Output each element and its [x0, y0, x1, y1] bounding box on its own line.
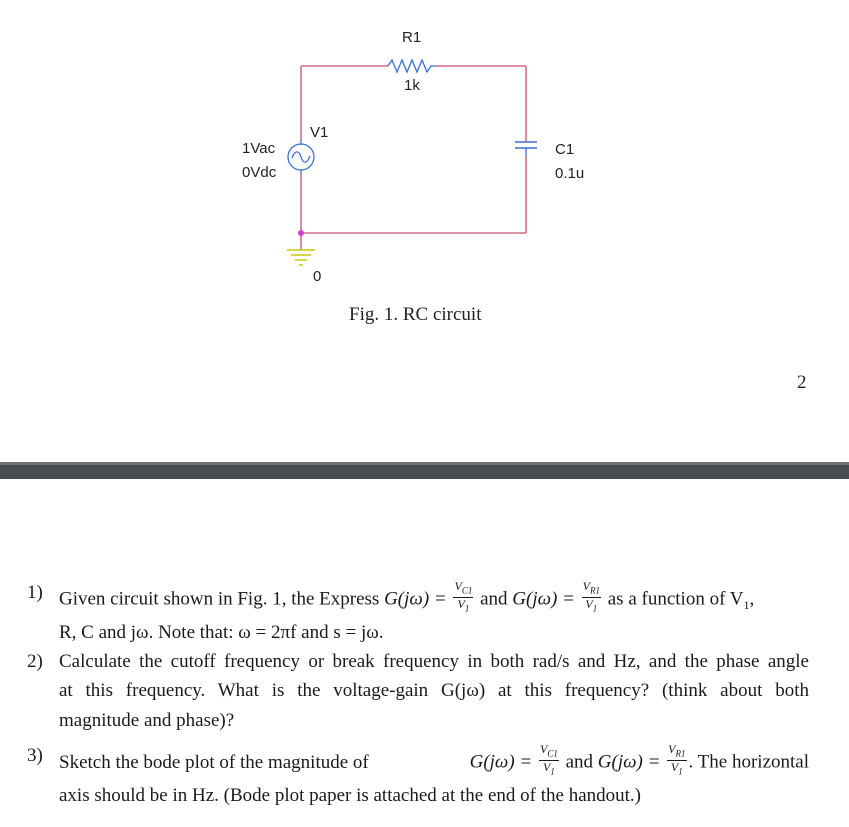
q1-sub: 1: [743, 598, 750, 613]
q3-and: and: [560, 751, 598, 773]
node-dot: [298, 230, 304, 236]
rc-circuit-diagram: [0, 0, 849, 300]
q1-text-c: ,: [749, 588, 755, 610]
q3-g-expr-2: G(jω) =: [597, 751, 666, 773]
question-2-line-3: magnitude and phase)?: [59, 710, 235, 731]
question-1-line-1: [59, 579, 755, 618]
page-divider: [0, 462, 849, 479]
v1-name-label: V1: [310, 124, 329, 141]
ground-symbol: [287, 250, 315, 265]
question-2-line-2: at this frequency. What is the voltage-gain G(jω) at this frequency? (think about both: [59, 680, 809, 701]
r1-value-label: 1k: [404, 77, 420, 94]
q3-g-expr: G(jω) =: [469, 751, 537, 773]
q1-fraction-vr1: $\frac{V_{R1}}{V_1}$: [582, 579, 600, 614]
question-3-line-1: [59, 742, 809, 781]
q3-text-a: Sketch the bode plot of the magnitude of: [59, 751, 369, 773]
q1-g-expr: G(jω) =: [384, 588, 452, 610]
q3-text-b: . The horizontal: [688, 751, 809, 773]
q3-fraction-vr1: $\frac{V_{R1}}{V_1}$: [668, 742, 686, 777]
r1-name-label: R1: [402, 29, 422, 46]
ground-label: 0: [313, 268, 322, 285]
q1-text-a: Given circuit shown in Fig. 1, the Express: [59, 588, 385, 610]
c1-value-label: 0.1u: [555, 165, 585, 182]
q1-text-b: as a function of V: [603, 588, 744, 610]
figure-caption: Fig. 1. RC circuit: [349, 304, 482, 325]
q3-fraction-vc1: $\frac{V_{C1}}{V_1}$: [539, 742, 558, 777]
q1-and: and: [475, 588, 513, 610]
question-3-line-2: axis should be in Hz. (Bode plot paper is attached at the end of the handout.): [59, 785, 641, 806]
question-1-number: 1): [27, 582, 43, 603]
page-number: 2: [797, 372, 807, 393]
capacitor-c1-symbol: [515, 142, 537, 156]
q1-g-expr-2: G(jω) =: [512, 588, 580, 610]
ac-source-v1-symbol: [288, 140, 314, 174]
question-2-line-1: Calculate the cutoff frequency or break frequency in both rad/s and Hz, and the phase angle: [59, 651, 809, 672]
question-2-number: 2): [27, 651, 43, 672]
q1-fraction-vc1: $\frac{V_{C1}}{V_1}$: [454, 579, 473, 614]
v1-dc-label: 0Vdc: [242, 164, 277, 181]
question-3-number: 3): [27, 745, 43, 766]
resistor-r1-symbol: [388, 60, 436, 72]
v1-ac-label: 1Vac: [242, 140, 276, 157]
question-1-line-2: R, C and jω. Note that: ω = 2πf and s = jω.: [59, 622, 384, 643]
c1-name-label: C1: [555, 141, 575, 158]
